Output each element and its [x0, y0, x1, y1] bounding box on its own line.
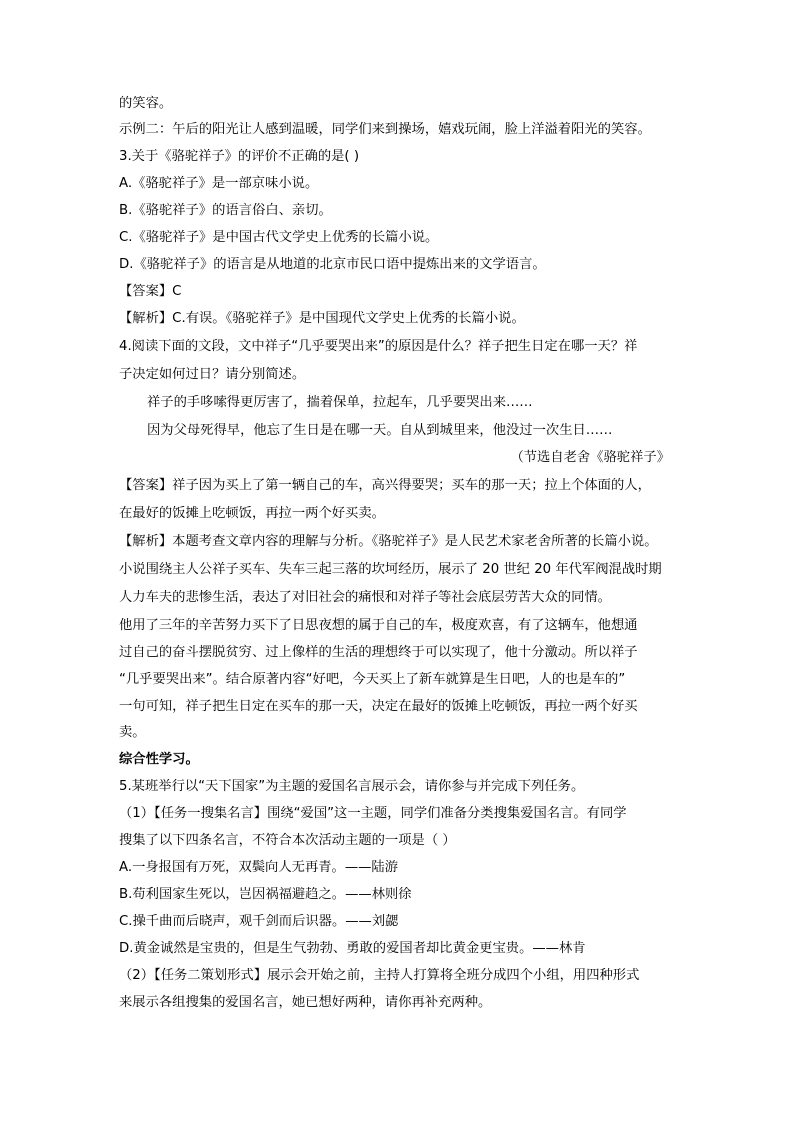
option-d: D.黄金诚然是宝贵的，但是生气勃勃、勇敢的爱国者却比黄金更宝贵。——林肯 — [119, 941, 586, 956]
analysis-text: 一句可知，祥子把生日定在买车的那一天，决定在最好的饭摊上吃顿饭，再拉一两个好买 — [119, 699, 638, 714]
option-a: A.《骆驼祥子》是一部京味小说。 — [119, 176, 319, 191]
analysis-text: 【解析】C.有误。《骆驼祥子》是中国现代文学史上优秀的长篇小说。 — [119, 311, 525, 326]
answer-text-cont: 在最好的饭摊上吃顿饭，再拉一两个好买卖。 — [119, 506, 385, 521]
question-5: 5.某班举行以“天下国家”为主题的爱国名言展示会，请你参与并完成下列任务。 — [119, 779, 585, 794]
option-b: B.《骆驼祥子》的语言俗白、亲切。 — [119, 203, 332, 218]
option-d: D.《骆驼祥子》的语言是从地道的北京市民口语中提炼出来的文学语言。 — [119, 257, 546, 272]
analysis-text: 人力车夫的悲惨生活，表达了对旧社会的痛恨和对祥子等社会底层劳苦大众的同情。 — [119, 590, 611, 605]
question-4-cont: 子决定如何过日？请分别简述。 — [119, 367, 306, 382]
option-b: B.苟利国家生死以，岂因祸福避趋之。——林则徐 — [119, 887, 412, 902]
question-4: 4.阅读下面的文段，文中祥子“几乎要哭出来”的原因是什么？祥子把生日定在哪一天？祥 — [119, 339, 638, 354]
question-3: 3.关于《骆驼祥子》的评价不正确的是( ) — [119, 149, 360, 164]
analysis-text: 过自己的奋斗摆脱贫穷、过上像样的生活的理想终于可以实现了，他十分激动。所以祥子 — [119, 645, 638, 660]
analysis-text: 小说围绕主人公祥子买车、失车三起三落的坎坷经历，展示了 20 世纪 20 年代军阀混战时期 — [119, 562, 662, 577]
answer-text: 【答案】祥子因为买上了第一辆自己的车，高兴得要哭；买车的那一天；拉上个体面的人， — [119, 478, 651, 493]
text-line: 的笑容。 — [119, 96, 173, 111]
task-1: （1）【任务一搜集名言】围绕“爱国”这一主题，同学们准备分类搜集爱国名言。有同学 — [119, 806, 627, 821]
section-heading: 综合性学习。 — [119, 752, 199, 767]
passage-line: 祥子的手哆嗦得更厉害了，揣着保单，拉起车，几乎要哭出来…… — [147, 395, 533, 410]
text-line: 示例二：午后的阳光让人感到温暖，同学们来到操场，嬉戏玩闹，脸上洋溢着阳光的笑容。 — [119, 122, 651, 137]
option-a: A.一身报国有万死，双鬓向人无再青。——陆游 — [119, 860, 399, 875]
passage-source: （节选自老舍《骆驼祥子》 — [510, 450, 670, 465]
analysis-text: 【解析】本题考查文章内容的理解与分析。《骆驼祥子》是人民艺术家老舍所著的长篇小说。 — [119, 534, 658, 549]
task-2-cont: 来展示各组搜集的爱国名言，她已想好两种，请你再补充两种。 — [119, 995, 492, 1010]
option-c: C.操千曲而后晓声，观千剑而后识器。——刘勰 — [119, 914, 399, 929]
task-2: （2）【任务二策划形式】展示会开始之前，主持人打算将全班分成四个小组，用四种形式 — [119, 968, 640, 983]
option-c: C.《骆驼祥子》是中国古代文学史上优秀的长篇小说。 — [119, 230, 439, 245]
analysis-text: “几乎要哭出来”。结合原著内容“好吧，今天买上了新车就算是生日吧，人的也是车的” — [119, 672, 626, 687]
analysis-text: 他用了三年的辛苦努力买下了日思夜想的属于自己的车，极度欢喜，有了这辆车，他想通 — [119, 618, 638, 633]
passage-line: 因为父母死得早，他忘了生日是在哪一天。自从到城里来，他没过一次生日…… — [147, 423, 613, 438]
analysis-text: 卖。 — [119, 725, 146, 740]
task-1-cont: 搜集了以下四条名言，不符合本次活动主题的一项是（ ） — [119, 833, 456, 848]
answer-label: 【答案】C — [119, 284, 182, 299]
